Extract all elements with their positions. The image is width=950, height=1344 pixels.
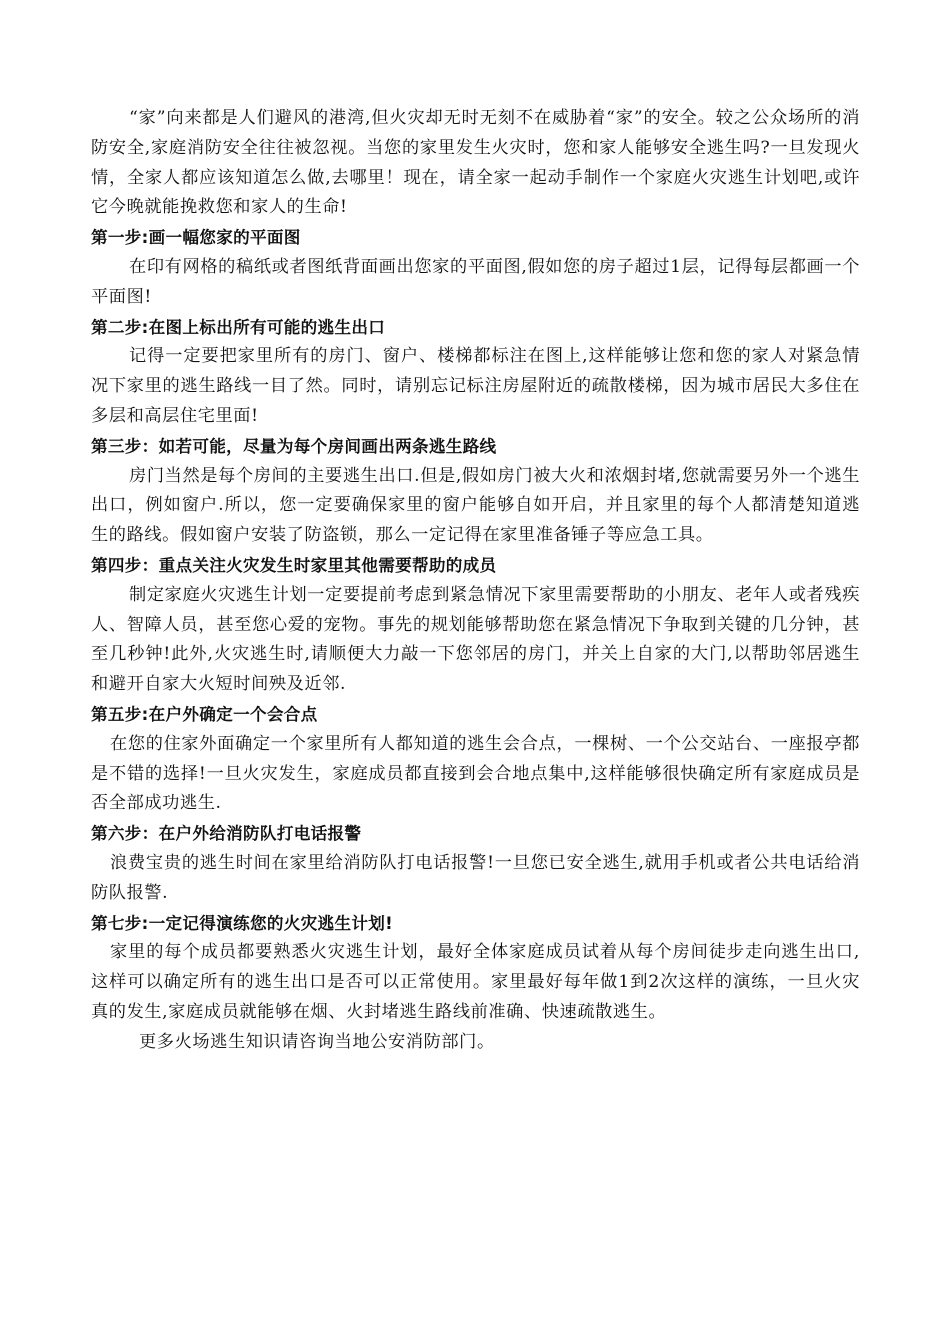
- step-1-body: 在印有网格的稿纸或者图纸背面画出您家的平面图,假如您的房子超过1层，记得每层都画一个平面图!: [91, 256, 860, 307]
- step-6-heading: 第六步：在户外给消防队打电话报警: [91, 824, 362, 844]
- step-4-heading: 第四步：重点关注火灾发生时家里其他需要帮助的成员: [91, 555, 497, 575]
- step-3-body: 房门当然是每个房间的主要逃生出口.但是,假如房门被大火和浓烟封堵,您就需要另外一个逃生出口，例如窗户.所以，您一定要确保家里的窗户能够自如开启，并且家里的每个人都清楚知道逃生的路线。假如窗户安装了防盗锁，那么一定记得在家里准备锤子等应急工具。: [91, 465, 860, 546]
- step-6-body: 浪费宝贵的逃生时间在家里给消防队打电话报警!一旦您已安全逃生,就用手机或者公共电话给消防队报警.: [91, 852, 860, 903]
- step-7-body: 家里的每个成员都要熟悉火灾逃生计划，最好全体家庭成员试着从每个房间徒步走向逃生出口,这样可以确定所有的逃生出口是否可以正常使用。家里最好每年做1到2次这样的演练，一旦火灾真的发生,家庭成员就能够在烟、火封堵逃生路线前准确、快速疏散逃生。: [91, 942, 860, 1022]
- closing-note: 更多火场逃生知识请咨询当地公安消防部门。: [139, 1031, 495, 1052]
- step-2-body: 记得一定要把家里所有的房门、窗户、楼梯都标注在图上,这样能够让您和您的家人对紧急情况下家里的逃生路线一目了然。同时，请别忘记标注房屋附近的疏散楼梯，因为城市居民大多住在多层和高层住宅里面!: [91, 346, 860, 426]
- step-3-heading: 第三步：如若可能，尽量为每个房间画出两条逃生路线: [91, 436, 497, 456]
- intro-paragraph: “家”向来都是人们避风的港湾,但火灾却无时无刻不在威胁着“家”的安全。较之公众场所的消防安全,家庭消防安全往往被忽视。当您的家里发生火灾时，您和家人能够安全逃生吗?一旦发现火情，全家人都应该知道怎么做,去哪里！现在，请全家一起动手制作一个家庭火灾逃生计划吧,或许它今晚就能挽救您和家人的生命!: [91, 108, 860, 218]
- step-7-heading: 第七步:一定记得演练您的火灾逃生计划!: [91, 913, 393, 933]
- step-5-heading: 第五步:在户外确定一个会合点: [91, 704, 318, 724]
- step-4-body: 制定家庭火灾逃生计划一定要提前考虑到紧急情况下家里需要帮助的小朋友、老年人或者残疾人、智障人员，甚至您心爱的宠物。事先的规划能够帮助您在紧急情况下争取到关键的几分钟，甚至几秒钟!此外,火灾逃生时,请顺便大力敲一下您邻居的房门，并关上自家的大门,以帮助邻居逃生和避开自家大火短时间殃及近邻.: [91, 584, 860, 695]
- step-2-heading: 第二步:在图上标出所有可能的逃生出口: [91, 317, 386, 337]
- step-1-heading: 第一步:画一幅您家的平面图: [91, 228, 301, 248]
- step-5-body: 在您的住家外面确定一个家里所有人都知道的逃生会合点，一棵树、一个公交站台、一座报亭都是不错的选择!一旦火灾发生，家庭成员都直接到会合地点集中,这样能够很快确定所有家庭成员是否全部成功逃生.: [91, 733, 860, 814]
